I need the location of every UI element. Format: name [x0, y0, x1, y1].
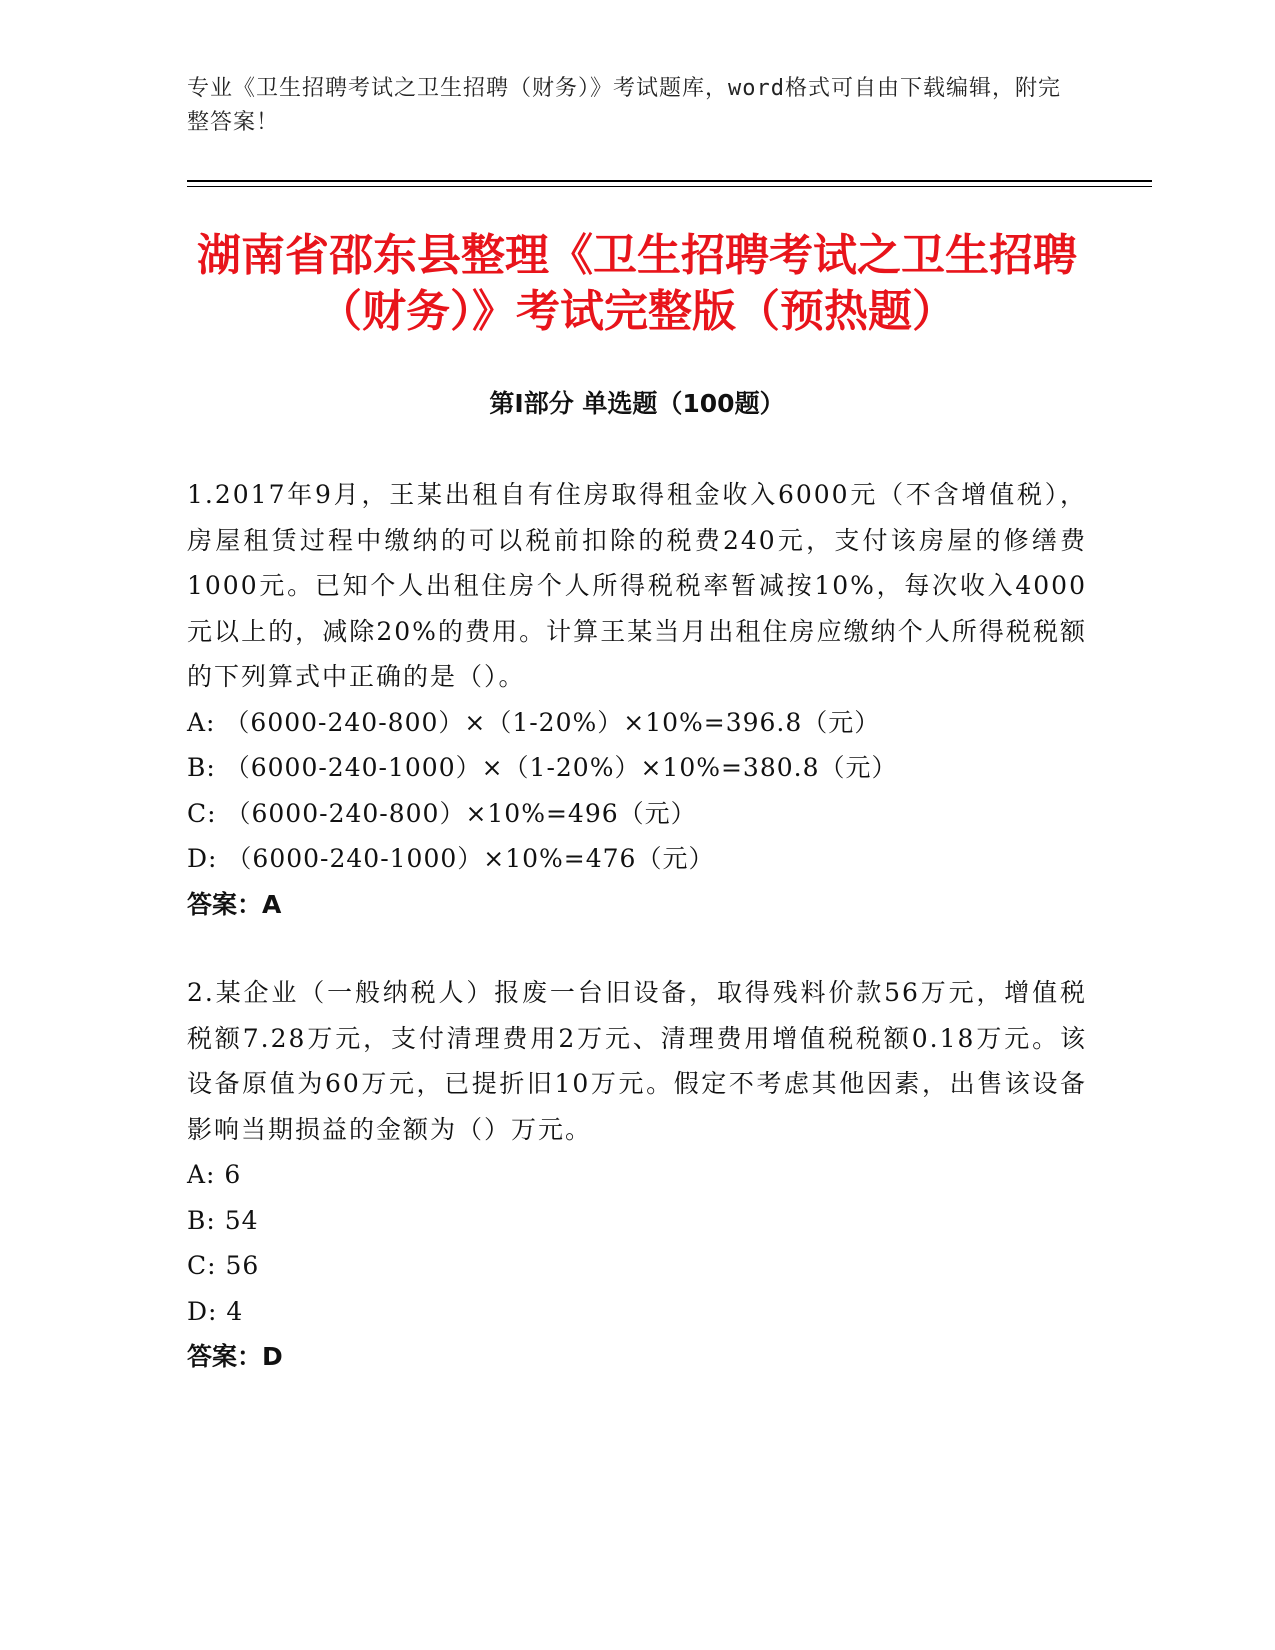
option-c: C: （6000-240-800）×10%=496（元）	[187, 798, 697, 828]
answer: 答案：A	[187, 889, 282, 919]
question-stem: 1.2017年9月，王某出租自有住房取得租金收入6000元（不含增值税），房屋租赁过程中缴纳的可以税前扣除的税费240元，支付该房屋的修缮费1000元。已知个人出租住房个人所得税税率暂减按10%，每次收入4000元以上的，减除20%的费用。计算王某当月出租住房应缴纳个人所得税税额的下列算式中正确的是（）。	[187, 480, 1087, 691]
section-title: 第I部分 单选题（100题）	[489, 389, 785, 418]
question-stem: 2.某企业（一般纳税人）报废一台旧设备，取得残料价款56万元，增值税税额7.28万元，支付清理费用2万元、清理费用增值税税额0.18万元。该设备原值为60万元，已提折旧10万元。假定不考虑其他因素，出售该设备影响当期损益的金额为（）万元。	[187, 978, 1087, 1144]
question-1	[187, 472, 1087, 927]
option-d: D: （6000-240-1000）×10%=476（元）	[187, 844, 715, 873]
option-a: A: （6000-240-800）×（1-20%）×10%=396.8（元）	[187, 707, 881, 737]
header-rule-thin	[187, 186, 1152, 187]
option-b: B: （6000-240-1000）×（1-20%）×10%=380.8（元）	[187, 753, 898, 782]
header-note: 专业《卫生招聘考试之卫生招聘（财务）》考试题库，word格式可自由下载编辑，附完整答案！	[187, 76, 1061, 135]
option-c: C: 56	[187, 1251, 260, 1280]
header-rule-thick	[187, 180, 1152, 182]
option-d: D: 4	[187, 1296, 244, 1326]
question-2	[187, 970, 1087, 1380]
option-a: A: 6	[187, 1160, 242, 1189]
option-b: B: 54	[187, 1205, 259, 1235]
answer: 答案：D	[187, 1342, 283, 1371]
document-title: 湖南省邵东县整理《卫生招聘考试之卫生招聘（财务）》考试完整版（预热题）	[197, 230, 1077, 337]
